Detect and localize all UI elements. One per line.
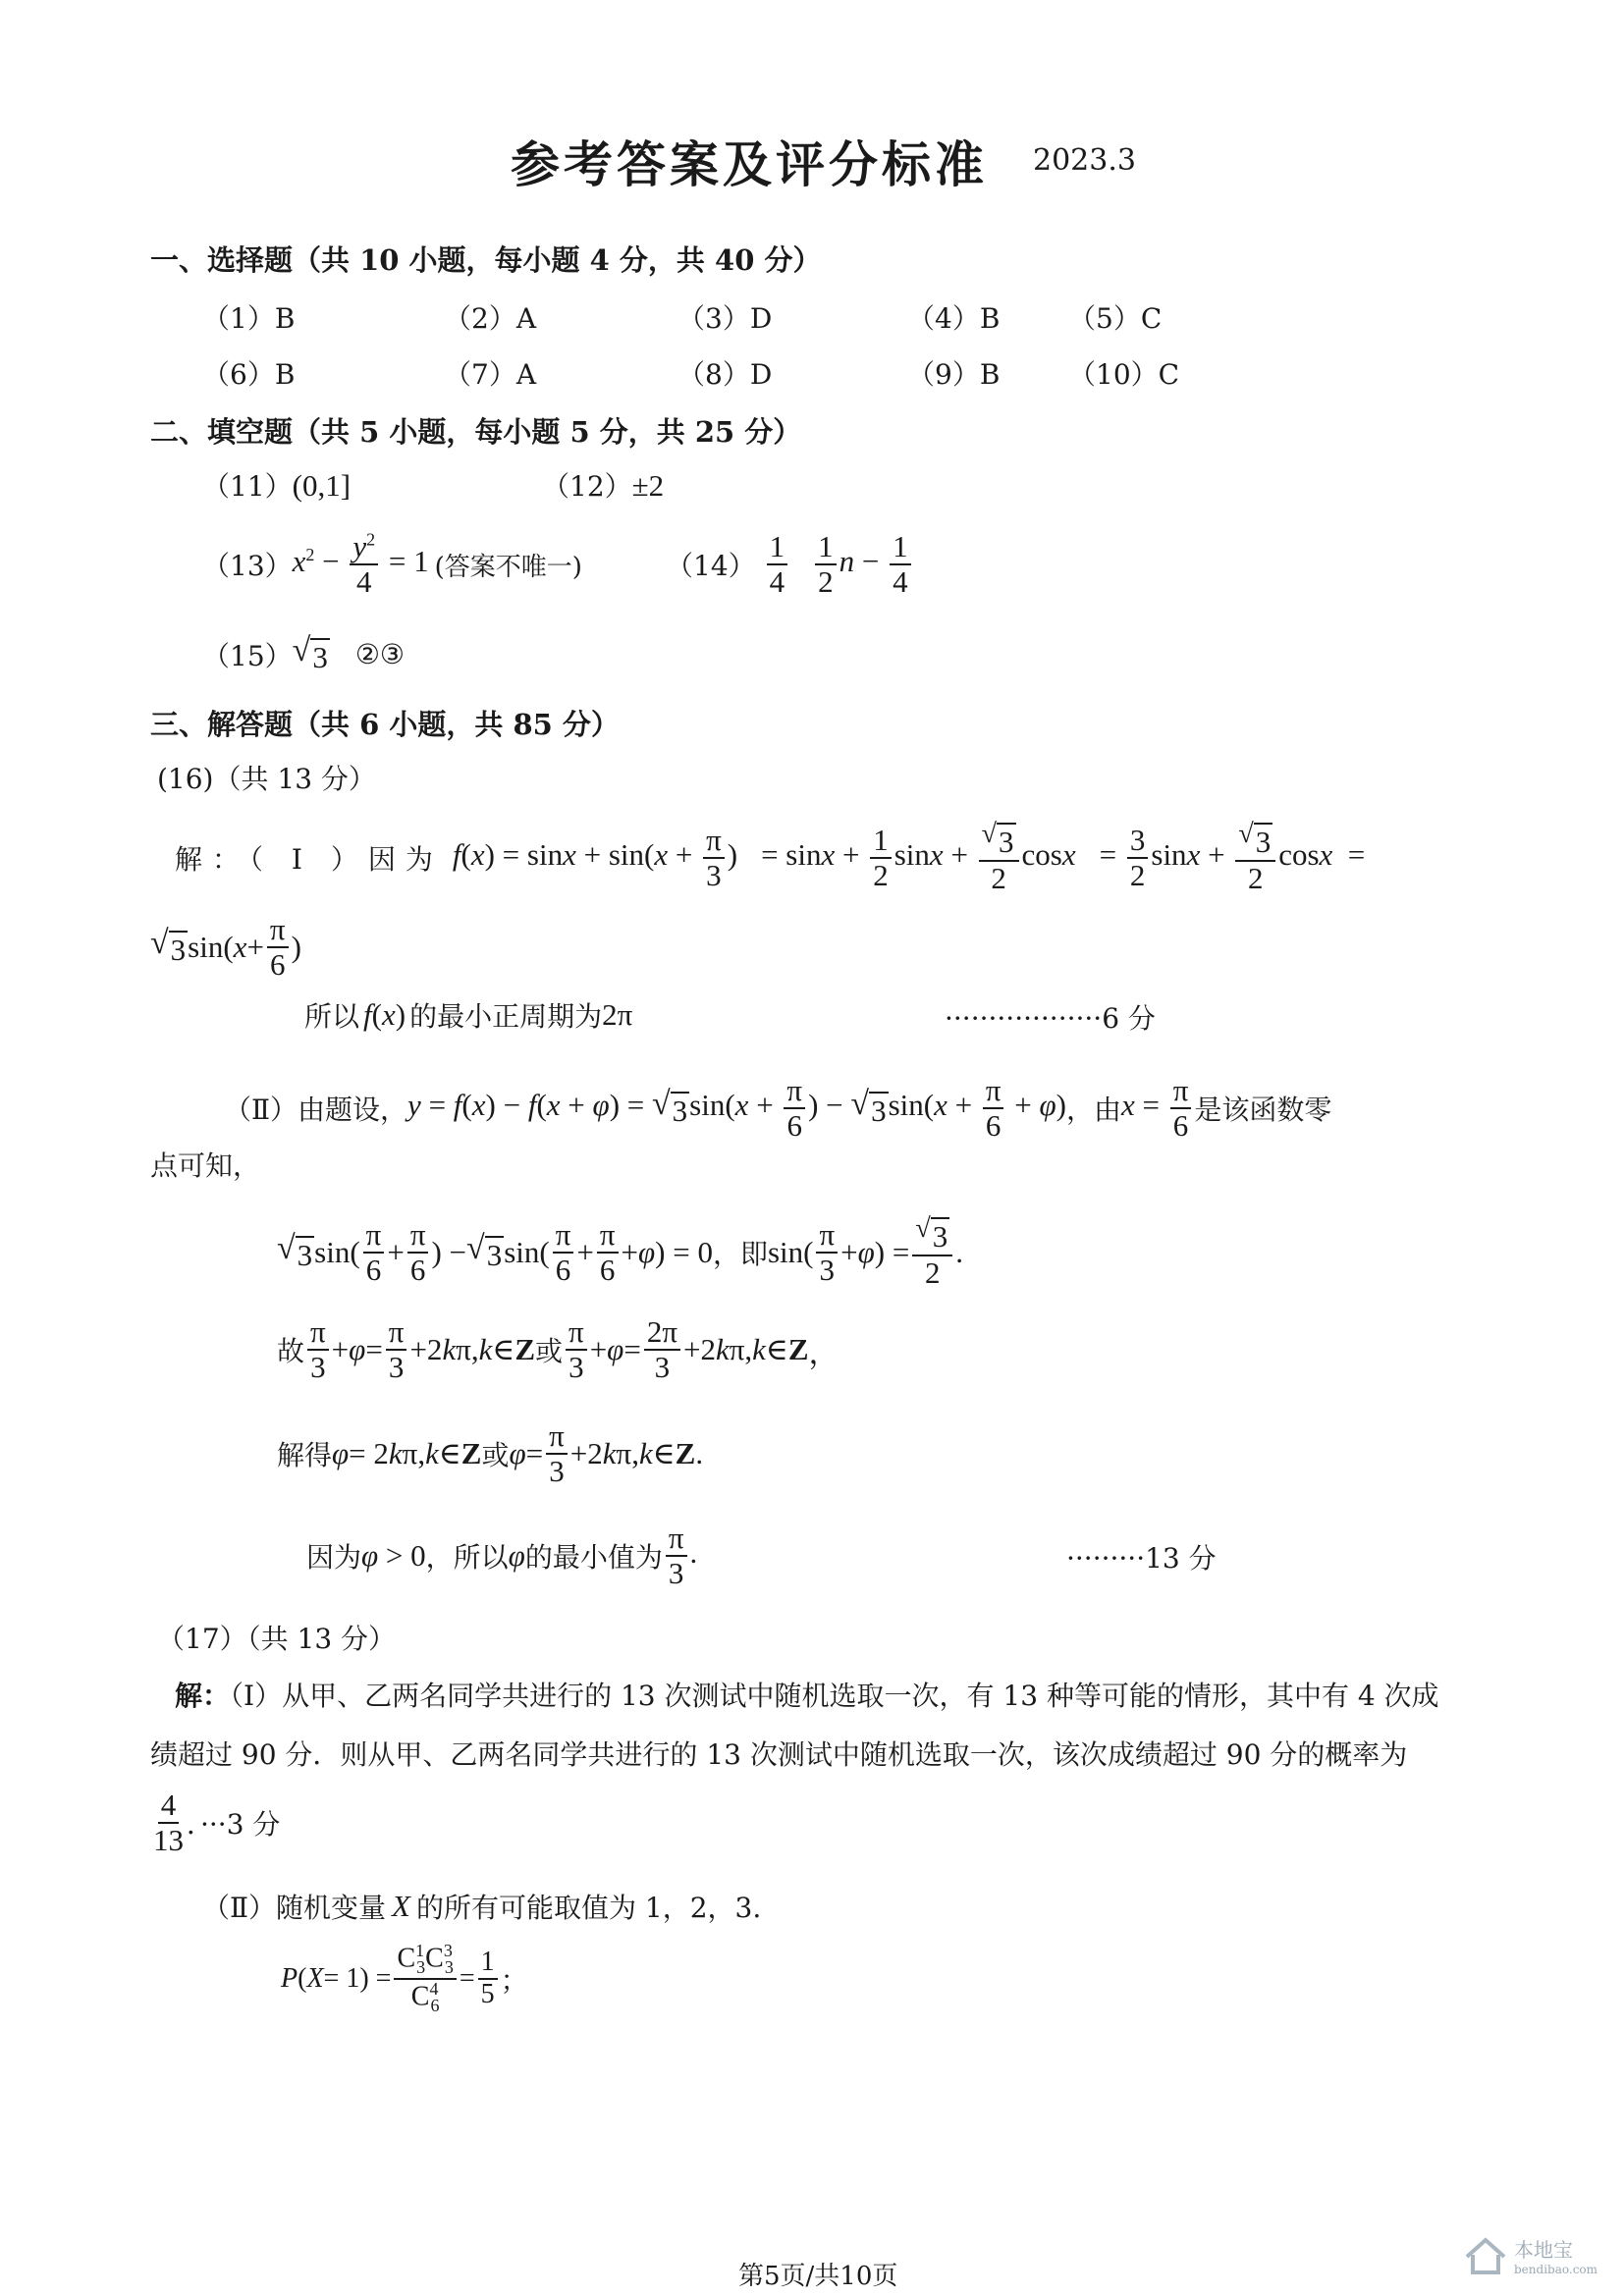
q16-part2-line (224, 1074, 1331, 1143)
q16-equation-3: 解得 φ = 2 k π, k ∈ Z 或 φ = $\frac{\pi}{3}$ +2 k π, k ∈ Z . (277, 1418, 704, 1489)
q16-gu: 故 (277, 1337, 305, 1368)
q14 (666, 530, 914, 599)
q17-prob-line (150, 1789, 280, 1857)
section1-title: 一、选择题（共 10 小题，每小题 4 分，共 40 分） (150, 243, 822, 277)
q11 (202, 465, 351, 505)
q17-jie: 解： (175, 1680, 231, 1712)
q16-period-text-a: 所以 (304, 1000, 360, 1033)
q16-conclusion: 因为 φ > 0 ，所以 φ 的最小值为 $\frac{\pi}{3}$ . (306, 1521, 698, 1591)
q16-period-line: 所以 f(x) 的最小正周期为 2π (304, 997, 633, 1033)
answer-1: （1）B (202, 302, 296, 335)
q17-line2: 绩超过 90 分．则从甲、乙两名同学共进行的 13 次测试中随机选取一次，该次成绩超过 90 分的概率为 (150, 1738, 1408, 1771)
page-number: 第5页/共10页 (738, 2262, 898, 2291)
q16-minval: 的最小值为 (524, 1541, 663, 1575)
q17-prob-x1: P ( X = 1) = $\frac{C^1_3C^3_3}{C^4_6}$ = $\frac{1}{5}$ ； (281, 1941, 528, 2015)
q16-eq1-mid: ，即 (712, 1239, 768, 1270)
q16-part2-intro: （Ⅱ）由题设， (224, 1094, 408, 1127)
q16-simplified: √ 3 sin( x + $\frac{\pi}{6}$ ) (150, 912, 301, 983)
q12-value: ±2 (631, 468, 665, 503)
watermark-text: 本地宝 (1514, 2238, 1573, 2262)
q11-label: （11） (202, 470, 293, 503)
q17-prob-num: 4 (158, 1789, 180, 1824)
page-date: 2023.3 (1033, 143, 1136, 178)
section2-title: 二、填空题（共 5 小题，每小题 5 分，共 25 分） (150, 415, 802, 449)
answer-3: （3）D (677, 302, 773, 335)
answer-2: （2）A (444, 302, 537, 335)
answer-10: （10）C (1068, 358, 1180, 391)
q15-extra: ②③ (354, 638, 406, 671)
q16-header: (16)（共 13 分） (157, 763, 376, 795)
q13-equation: $x^2$ − $\frac{y^2}{4}$ = 1 (292, 529, 429, 600)
q16-expansion-1: = sinx + $\frac{1}{2}$ sinx + √ 3 2 cosx (761, 819, 1076, 895)
q17-part2-end: 的所有可能取值为 1，2，3. (415, 1892, 762, 1924)
q17-score-3: ．···3 分 (187, 1808, 281, 1842)
q16-part2-end: 是该函数零 (1194, 1094, 1332, 1127)
q16-y-definition: y = f(x) − f(x + φ) = √ 3 sin(x + $\frac{\pi}{6}$ ) − √ 3 sin(x + $\frac{\pi}{6}$ + φ) (407, 1073, 1066, 1144)
q15-sqrt3: √ 3 (292, 632, 328, 674)
q16-period-text-b: 的最小正周期为 (409, 1000, 603, 1033)
watermark-logo (1463, 2234, 1597, 2276)
q17-line1 (175, 1675, 1439, 1714)
q17-line1-text: （Ⅰ）从甲、乙两名同学共进行的 13 次测试中随机选取一次，有 13 种等可能的情形，其中有 4 次成 (230, 1680, 1439, 1712)
q15 (202, 634, 405, 675)
q13 (202, 530, 582, 599)
q17-prob-den: 13 (153, 1823, 184, 1858)
q16-f-definition: f(x) = sinx + sin(x + $\frac{\pi}{3}$ ) (452, 822, 738, 892)
answer-7: （7）A (444, 358, 537, 391)
answer-8: （8）D (677, 358, 773, 391)
q14-answer-1: $\frac{1}{4}$ (764, 530, 791, 599)
q12 (542, 465, 664, 505)
q16-equation-1: √ 3 sin( $\frac{\pi}{6}$ + $\frac{\pi}{6}$ ) − √ 3 sin( $\frac{\pi}{6}$ + $\frac{\pi}{6}$ + φ ) = 0 ，即 sin( $\frac{\pi}{3}$ + φ ) = √ 3 2 . (277, 1213, 963, 1290)
q16-zero-point: x = $\frac{\pi}{6}$ (1121, 1074, 1194, 1143)
q13-label: （13） (202, 550, 293, 583)
q16-part2-line2: 点可知， (150, 1149, 261, 1182)
q16-because: 因为 (306, 1541, 362, 1575)
q16-suoyi: ，所以 (425, 1541, 509, 1575)
q16-part1-line (175, 821, 1365, 895)
q12-label: （12） (542, 470, 632, 503)
q17-part2-line (202, 1887, 761, 1926)
answer-4: （4）B (907, 302, 1001, 335)
q16-score-13: ·········13 分 (1066, 1542, 1217, 1575)
q16-score-6: ··················6 分 (945, 1002, 1156, 1035)
q16-expansion-2: = $\frac{3}{2}$ sinx + √ 3 2 cosx = (1099, 819, 1366, 895)
q13-note: (答案不唯一) (434, 552, 582, 582)
q15-label: （15） (202, 639, 293, 672)
q16-equation-2: 故 $\frac{\pi}{3}$ + φ = $\frac{\pi}{3}$ +2 k π, k ∈ Z 或 $\frac{\pi}{3}$ + φ = $\frac{2\pi}{3}$ +2 k π, k ∈ Z ， (277, 1314, 839, 1385)
answer-6: （6）B (202, 358, 296, 391)
q14-label: （14） (666, 550, 756, 583)
q11-value: (0,1] (292, 468, 352, 503)
watermark-sub: bendibao.com (1514, 2263, 1598, 2276)
answer-5: （5）C (1068, 302, 1163, 335)
q17-part2-var: X (392, 1889, 410, 1923)
q16-part1-intro: 解：（ Ⅰ ）因为 (175, 842, 443, 876)
page-title: 参考答案及评分标准 (511, 135, 988, 193)
q17-header: （17）（共 13 分） (157, 1623, 397, 1655)
q16-part2-mid: ，由 (1065, 1094, 1121, 1127)
answer-9: （9）B (907, 358, 1001, 391)
q17-part2: （Ⅱ）随机变量 (202, 1892, 387, 1924)
q14-answer-2: $\frac{1}{2}$ n − $\frac{1}{4}$ (812, 530, 913, 599)
q16-jiede: 解得 (277, 1441, 333, 1472)
section3-title: 三、解答题（共 6 小题，共 85 分） (150, 708, 620, 741)
q16-huo-2: 或 (481, 1441, 510, 1472)
house-icon (1463, 2235, 1508, 2276)
q16-huo-1: 或 (535, 1337, 564, 1368)
q16-period-value: 2π (602, 997, 633, 1032)
